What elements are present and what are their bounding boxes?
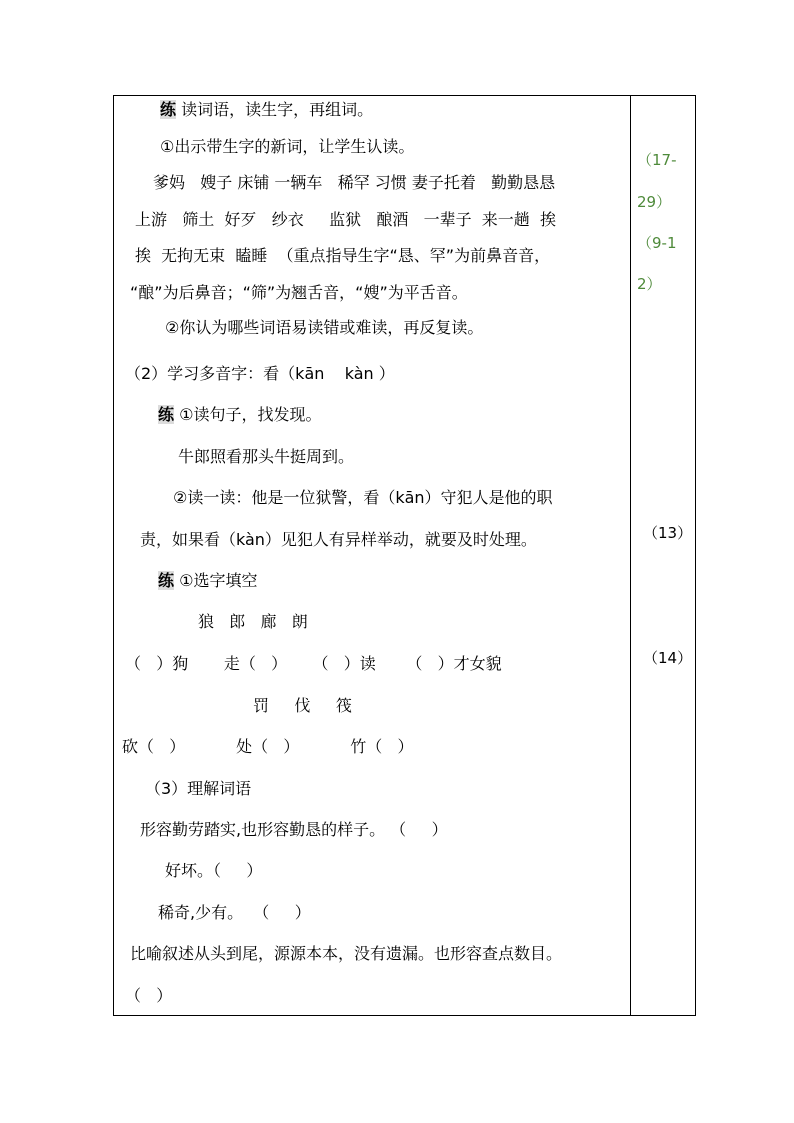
line-22: 比喻叙述从头到尾，源源本本，没有遗漏。也形容查点数目。 xyxy=(130,944,563,963)
line-20: 好坏。（ ） xyxy=(165,861,263,880)
side-note-2: 29） xyxy=(637,193,672,211)
line-21: 稀奇,少有。 （ ） xyxy=(158,903,311,922)
line-practice-2: 练 ①读句子，找发现。 xyxy=(158,405,322,424)
practice-tag: 练 xyxy=(158,405,175,424)
line-10: 牛郎照看那头牛挺周到。 xyxy=(178,447,355,466)
practice-tag: 练 xyxy=(160,100,177,119)
line-practice-3: 练 ①选字填空 xyxy=(158,571,258,590)
side-note-5: （13） xyxy=(643,524,693,542)
side-note-4: 2） xyxy=(637,275,662,293)
line-4: 上游 筛土 好歹 纱衣 监狱 酿酒 一辈子 来一趟 挨 xyxy=(135,210,556,229)
line-14: 狼 郎 廊 朗 xyxy=(198,612,308,631)
line-2: ①出示带生字的新词，让学生认读。 xyxy=(160,137,415,156)
side-note-6: （14） xyxy=(643,649,693,667)
line-15: （ ）狗 走（ ） （ ）读 （ ）才女貌 xyxy=(125,654,502,673)
line-6: “酿”为后鼻音；“筛”为翘舌音，“嫂”为平舌音。 xyxy=(130,283,468,302)
line-5: 挨 无拘无束 瞌睡 （重点指导生字“恳、罕”为前鼻音音， xyxy=(135,246,551,265)
line-23: （ ） xyxy=(125,986,173,1005)
side-note-3: （9-1 xyxy=(637,234,677,252)
line-19: 形容勤劳踏实,也形容勤恳的样子。 （ ） xyxy=(140,820,448,839)
line-8: （2）学习多音字：看（kān kàn ） xyxy=(125,364,395,383)
line-18: （3）理解词语 xyxy=(145,779,252,798)
line-12: 责，如果看（kàn）见犯人有异样举动，就要及时处理。 xyxy=(140,530,537,549)
line-practice-1: 练 读词语，读生字，再组词。 xyxy=(160,100,374,119)
practice-tag: 练 xyxy=(158,571,175,590)
line-3: 爹妈 嫂子 床铺 一辆车 稀罕 习惯 妻子托着 勤勤恳恳 xyxy=(153,173,556,192)
column-divider xyxy=(630,95,631,1016)
line-11: ②读一读：他是一位狱警，看（kān）守犯人是他的职 xyxy=(173,488,553,507)
line-16: 罚 伐 筏 xyxy=(253,696,352,715)
line-7: ②你认为哪些词语易读错或难读，再反复读。 xyxy=(165,318,484,337)
side-note-1: （17- xyxy=(637,151,677,169)
line-17: 砍（ ） 处（ ） 竹（ ） xyxy=(122,737,414,756)
